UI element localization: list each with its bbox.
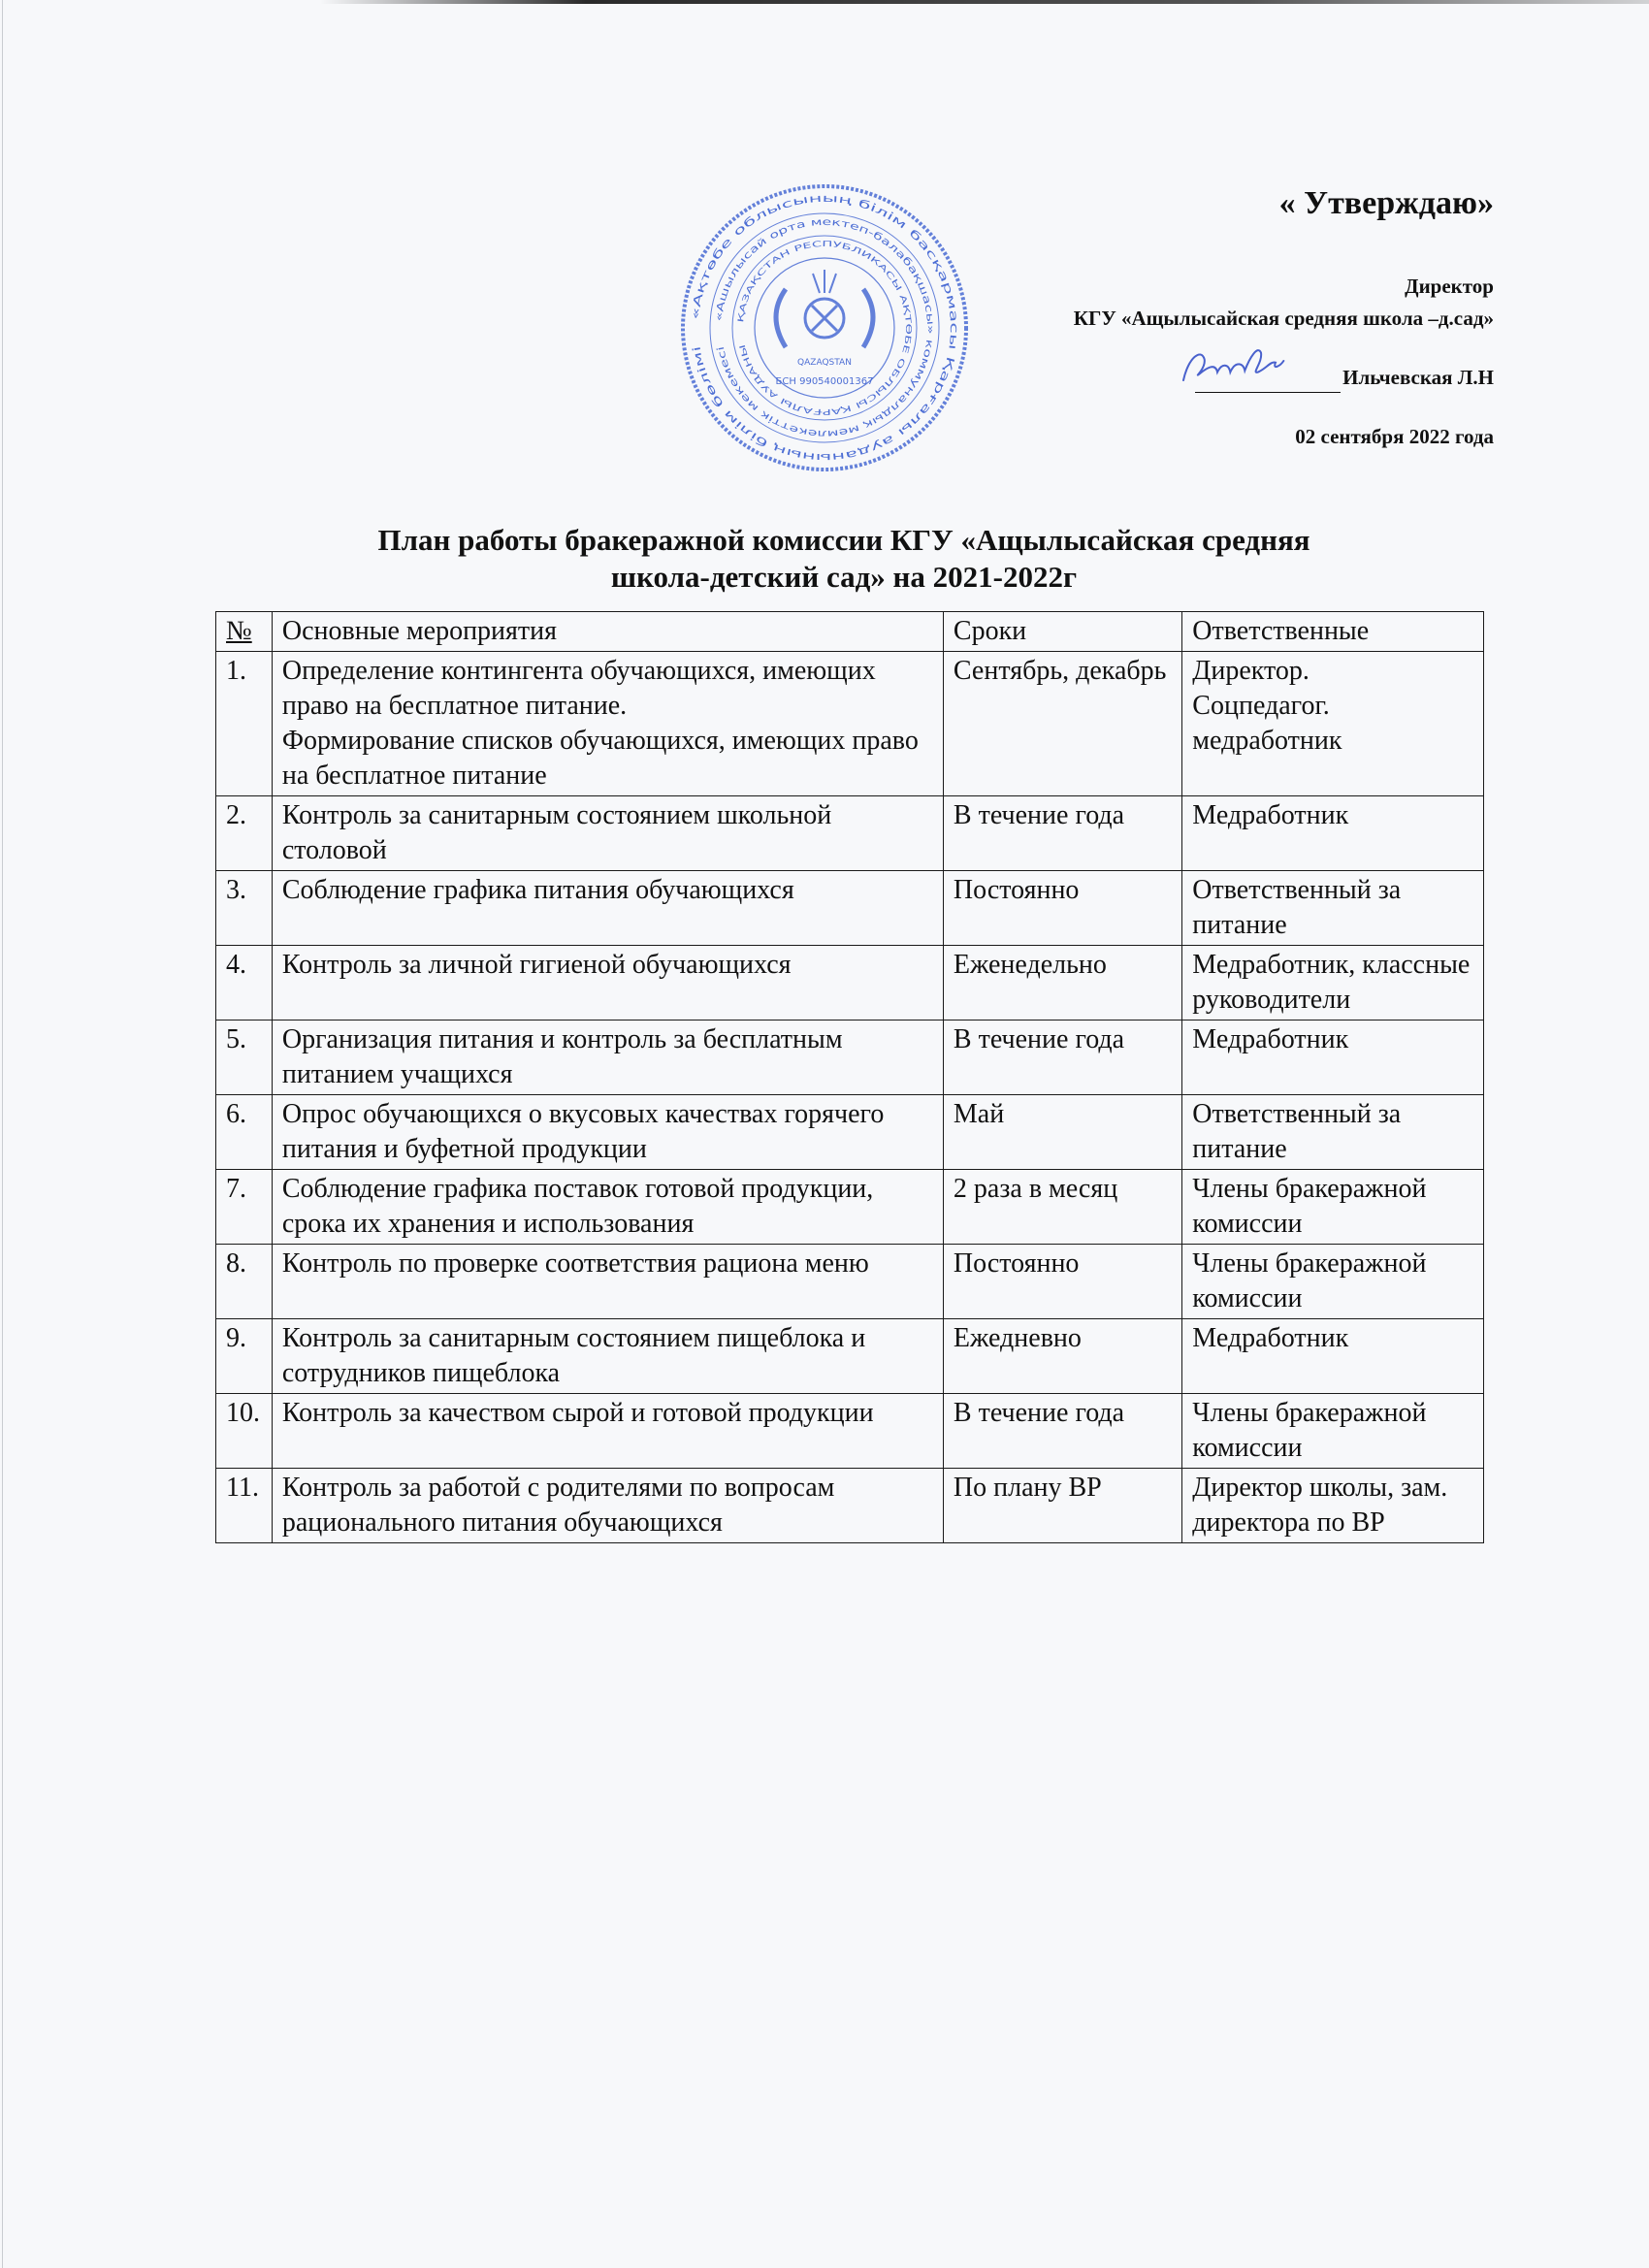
row-activity <box>272 1095 943 1170</box>
activity-text: Соблюдение графика питания обучающихся <box>281 875 794 905</box>
row-activity <box>272 1319 943 1394</box>
row-activity <box>272 1394 943 1469</box>
svg-text:«Ақтөбе облысының білім басқар <box>689 192 960 464</box>
approval-block <box>970 184 1494 452</box>
row-responsible <box>1182 871 1484 946</box>
row-responsible <box>1182 1170 1484 1245</box>
row-terms: В течение года <box>943 1021 1181 1095</box>
svg-text:ҚАЗАҚСТАН РЕСПУБЛИКАСЫ АҚТӨБЕ <box>736 240 913 416</box>
row-number: 1. <box>216 652 273 796</box>
responsible-text: Директор школы, зам. директора по ВР <box>1192 1473 1448 1538</box>
row-responsible <box>1182 1394 1484 1469</box>
table-row <box>216 1319 1484 1394</box>
stamp-outer-text: «Ақтөбе облысының білім басқармасы Қарғалы ауданының білім бөлімі <box>689 191 961 465</box>
header-terms: Сроки <box>943 612 1181 652</box>
row-number: 9. <box>216 1319 273 1394</box>
activity-text: Определение контингента обучающихся, имеющих право на бесплатное питание. <box>281 656 876 721</box>
row-responsible <box>1182 796 1484 871</box>
responsible-text: Медработник <box>1192 800 1349 830</box>
responsible-text: Медработник <box>1192 1024 1349 1054</box>
table-row <box>216 1095 1484 1170</box>
row-number: 5. <box>216 1021 273 1095</box>
activity-text: Контроль за санитарным состоянием пищеблока и сотрудников пищеблока <box>281 1323 866 1388</box>
row-terms: Постоянно <box>943 1245 1181 1319</box>
activity-text: Контроль за личной гигиеной обучающихся <box>281 950 792 980</box>
stamp-middle-text: «Ашылысай орта мектеп-балабақшасы» коммуналдық мемлекеттік мекемесі <box>714 216 936 439</box>
row-terms: В течение года <box>943 1394 1181 1469</box>
row-activity <box>272 871 943 946</box>
row-number: 4. <box>216 946 273 1021</box>
table-row <box>216 652 1484 796</box>
responsible-text: Медработник, классные руководители <box>1192 950 1471 1015</box>
row-terms: Май <box>943 1095 1181 1170</box>
stamp-emblem-label: QAZAQSTAN <box>797 358 852 368</box>
stamp-bin: БСН 990540001367 <box>775 376 874 387</box>
row-responsible <box>1182 1469 1484 1543</box>
row-activity <box>272 796 943 871</box>
row-number: 3. <box>216 871 273 946</box>
table-body <box>216 652 1484 1543</box>
row-responsible <box>1182 1245 1484 1319</box>
responsible-text: Члены бракеражной комиссии <box>1192 1398 1427 1463</box>
row-responsible <box>1182 652 1484 796</box>
row-terms: Сентябрь, декабрь <box>943 652 1181 796</box>
responsible-text: Медработник <box>1192 1323 1349 1353</box>
row-number: 2. <box>216 796 273 871</box>
table-row <box>216 796 1484 871</box>
row-activity <box>272 946 943 1021</box>
row-activity <box>272 1245 943 1319</box>
row-responsible <box>1182 1095 1484 1170</box>
responsible-text: Ответственный за питание <box>1192 1099 1402 1164</box>
row-terms: Еженедельно <box>943 946 1181 1021</box>
activity-text: Опрос обучающихся о вкусовых качествах горячего питания и буфетной продукции <box>281 1099 885 1164</box>
row-responsible <box>1182 946 1484 1021</box>
table-row <box>216 871 1484 946</box>
approval-heading: « Утверждаю» <box>1278 185 1494 221</box>
row-activity <box>272 1021 943 1095</box>
signature-icon <box>1174 341 1310 390</box>
activity-text: Контроль по проверке соответствия рациона меню <box>281 1248 869 1279</box>
responsible-text: Соцпедагог. <box>1192 691 1330 721</box>
responsible-text: Члены бракеражной комиссии <box>1192 1174 1427 1239</box>
activity-text: Контроль за работой с родителями по вопросам рационального питания обучающихся <box>281 1473 835 1538</box>
svg-text:«Ашылысай орта мектеп-балабақш <box>714 217 935 438</box>
header-num <box>216 612 273 652</box>
row-number: 10. <box>216 1394 273 1469</box>
row-terms: 2 раза в месяц <box>943 1170 1181 1245</box>
row-activity <box>272 1469 943 1543</box>
row-number: 6. <box>216 1095 273 1170</box>
approval-date: 02 сентября 2022 года <box>1295 425 1494 448</box>
responsible-text: медработник <box>1192 726 1342 756</box>
approval-organization: КГУ «Ащылысайская средняя школа –д.сад» <box>1073 307 1494 330</box>
stamp-inner-text: ҚАЗАҚСТАН РЕСПУБЛИКАСЫ АҚТӨБЕ ОБЛЫСЫ ҚАРҒАЛЫ АУДАНЫ <box>736 239 914 417</box>
table-row <box>216 1021 1484 1095</box>
header-activity: Основные мероприятия <box>272 612 943 652</box>
responsible-text: Директор. <box>1192 656 1310 686</box>
scan-left-edge <box>2 0 3 2268</box>
title-line-1: План работы бракеражной комиссии КГУ «Ащылысайская средняя <box>377 523 1310 557</box>
row-terms: В течение года <box>943 796 1181 871</box>
responsible-text: Ответственный за питание <box>1192 875 1402 940</box>
row-activity <box>272 1170 943 1245</box>
table-row <box>216 1394 1484 1469</box>
responsible-text: Члены бракеражной комиссии <box>1192 1248 1427 1313</box>
title-line-2: школа-детский сад» на 2021-2022г <box>610 560 1078 594</box>
row-terms: Постоянно <box>943 871 1181 946</box>
row-number: 7. <box>216 1170 273 1245</box>
table-row <box>216 1469 1484 1543</box>
row-terms: Ежедневно <box>943 1319 1181 1394</box>
activity-text: Организация питания и контроль за бесплатным питанием учащихся <box>281 1024 843 1089</box>
scan-top-edge <box>320 0 1649 4</box>
plan-table <box>215 611 1484 1543</box>
row-responsible <box>1182 1319 1484 1394</box>
row-terms: По плану ВР <box>943 1469 1181 1543</box>
table-row <box>216 1245 1484 1319</box>
table-row <box>216 1170 1484 1245</box>
official-stamp-icon <box>679 182 970 473</box>
activity-text: Соблюдение графика поставок готовой продукции, срока их хранения и использования <box>281 1174 874 1239</box>
table-row <box>216 946 1484 1021</box>
activity-text: Контроль за санитарным состоянием школьной столовой <box>281 800 832 865</box>
activity-text: Контроль за качеством сырой и готовой продукции <box>281 1398 874 1428</box>
table-header-row <box>216 612 1484 652</box>
activity-text: Формирование списков обучающихся, имеющих право на бесплатное питание <box>281 726 919 791</box>
row-activity <box>272 652 943 796</box>
header-responsible: Ответственные <box>1182 612 1484 652</box>
row-responsible <box>1182 1021 1484 1095</box>
header-num-label: № <box>226 616 252 646</box>
document-title <box>223 522 1465 596</box>
approval-signatory: Ильчевская Л.Н <box>1342 366 1494 389</box>
row-number: 11. <box>216 1469 273 1543</box>
row-number: 8. <box>216 1245 273 1319</box>
approval-role: Директор <box>1405 275 1494 298</box>
